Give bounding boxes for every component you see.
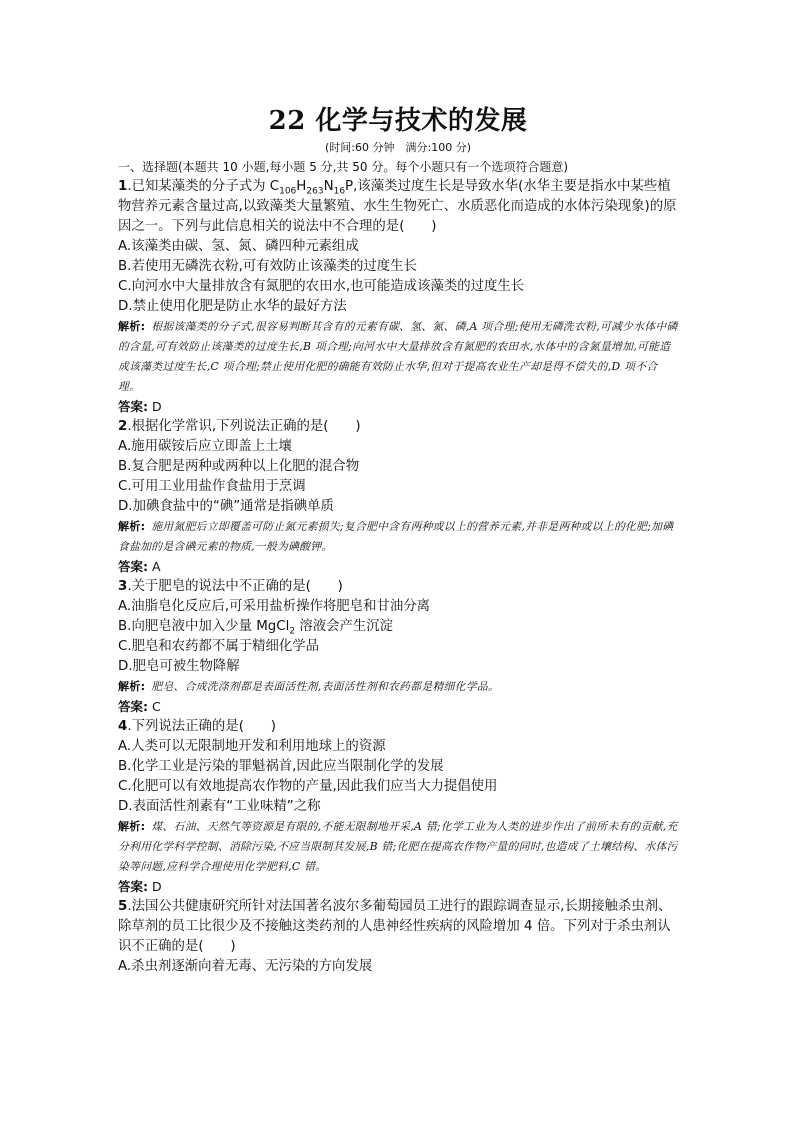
option-d: D.禁止使用化肥是防止水华的最好方法 (118, 299, 347, 314)
question-2 (118, 417, 678, 577)
question-5 (118, 897, 678, 977)
option-a: A.施用碳铵后应立即盖上土壤 (118, 439, 292, 454)
answer: 答案: D (118, 879, 162, 894)
option-b: B.复合肥是两种或两种以上化肥的混合物 (118, 459, 360, 474)
option-a: A.人类可以无限制地开发和利用地球上的资源 (118, 739, 386, 754)
option-b: B.若使用无磷洗衣粉,可有效防止该藻类的过度生长 (118, 259, 417, 274)
option-b: B.向肥皂液中加入少量 MgCl$_2$ 溶液会产生沉淀 (118, 619, 394, 637)
question-number: 5 (118, 899, 128, 914)
answer-label: 答案: (118, 879, 148, 894)
analysis-label: 解析: (118, 820, 146, 833)
analysis: 解析: 施用氮肥后立即覆盖可防止氮元素损失;复合肥中含有两种或以上的营养元素,并非是两种或以上的化肥;加碘食盐加的是含碘元素的物质,一般为碘酸钾。 (118, 520, 674, 553)
question-3 (118, 577, 678, 717)
option-c: C.肥皂和农药都不属于精细化学品 (118, 639, 320, 654)
page-title: 22 化学与技术的发展 (268, 106, 528, 136)
question-stem: 3.关于肥皂的说法中不正确的是( ) (118, 579, 343, 594)
question-number: 3 (118, 579, 128, 594)
option-a: A.杀虫剂逐渐向着无毒、无污染的方向发展 (118, 959, 373, 974)
question-number: 1 (118, 179, 128, 194)
option-d: D.表面活性剂素有“工业味精”之称 (118, 799, 321, 814)
option-c: C.可用工业用盐作食盐用于烹调 (118, 479, 306, 494)
section-heading: 一、选择题(本题共 10 小题,每小题 5 分,共 50 分。每个小题只有一个选项符合题意) (118, 160, 569, 174)
question-stem: 1.已知某藻类的分子式为 $C_{106}H_{263}N_{16}P$,该藻类过度生长是导致水华(水华主要是指水中某些植物营养元素含量过高,以致藻类大量繁殖、水生生物死亡、水质恶化而造成的水体污染现象)的原因之一。下列与此信息相关的说法中不合理的是( ) (118, 179, 677, 234)
option-c: C.化肥可以有效地提高农作物的产量,因此我们应当大力提倡使用 (118, 779, 498, 794)
document-page (118, 96, 678, 977)
analysis-label: 解析: (118, 680, 146, 693)
option-b: B.化学工业是污染的罪魁祸首,因此应当限制化学的发展 (118, 759, 444, 774)
exam-info: (时间:60 分钟 满分:100 分) (325, 141, 471, 154)
question-number: 2 (118, 419, 128, 434)
question-4 (118, 717, 678, 897)
option-d: D.加碘食盐中的“碘”通常是指碘单质 (118, 499, 334, 514)
question-1 (118, 177, 678, 417)
option-a: A.该藻类由碳、氢、氮、磷四种元素组成 (118, 239, 359, 254)
analysis-label: 解析: (118, 320, 146, 333)
answer: 答案: C (118, 699, 161, 714)
answer-label: 答案: (118, 699, 148, 714)
analysis-label: 解析: (118, 520, 146, 533)
analysis: 解析: 煤、石油、天然气等资源是有限的,不能无限制地开采,A 错;化学工业为人类的进步作出了前所未有的贡献,充分利用化学科学控制、消除污染,不应当限制其发展,B 错;化肥在提高农作物产量的同时,也造成了土壤结构、水体污染等问题,应科学合理使用化学肥料,C 错。 (118, 820, 678, 873)
answer: 答案: A (118, 559, 161, 574)
question-number: 4 (118, 719, 128, 734)
answer-label: 答案: (118, 399, 148, 414)
option-d: D.肥皂可被生物降解 (118, 659, 240, 674)
analysis: 解析: 根据该藻类的分子式,很容易判断其含有的元素有碳、氢、氮、磷,A 项合理;使用无磷洗衣粉,可减少水体中磷的含量,可有效防止该藻类的过度生长,B 项合理;向河水中大量排放含有氮肥的农田水,水体中的含氮量增加,可能造成该藻类过度生长,C 项合理;禁止使用化肥的确能有效防止水华,但对于提高农业生产却是得不偿失的,D 项不合理。 (118, 320, 678, 393)
option-c: C.向河水中大量排放含有氮肥的农田水,也可能造成该藻类的过度生长 (118, 279, 525, 294)
question-stem: 2.根据化学常识,下列说法正确的是( ) (118, 419, 361, 434)
answer-label: 答案: (118, 559, 148, 574)
analysis: 解析: 肥皂、合成洗涤剂都是表面活性剂,表面活性剂和农药都是精细化学品。 (118, 680, 500, 693)
answer: 答案: D (118, 399, 162, 414)
option-a: A.油脂皂化反应后,可采用盐析操作将肥皂和甘油分离 (118, 599, 431, 614)
question-stem: 5.法国公共健康研究所针对法国著名波尔多葡萄园员工进行的跟踪调查显示,长期接触杀虫剂、除草剂的员工比很少及不接触这类药剂的人患神经性疾病的风险增加 4 倍。下列对于杀虫剂认识不正确的是( ) (118, 899, 672, 954)
question-stem: 4.下列说法正确的是( ) (118, 719, 276, 734)
